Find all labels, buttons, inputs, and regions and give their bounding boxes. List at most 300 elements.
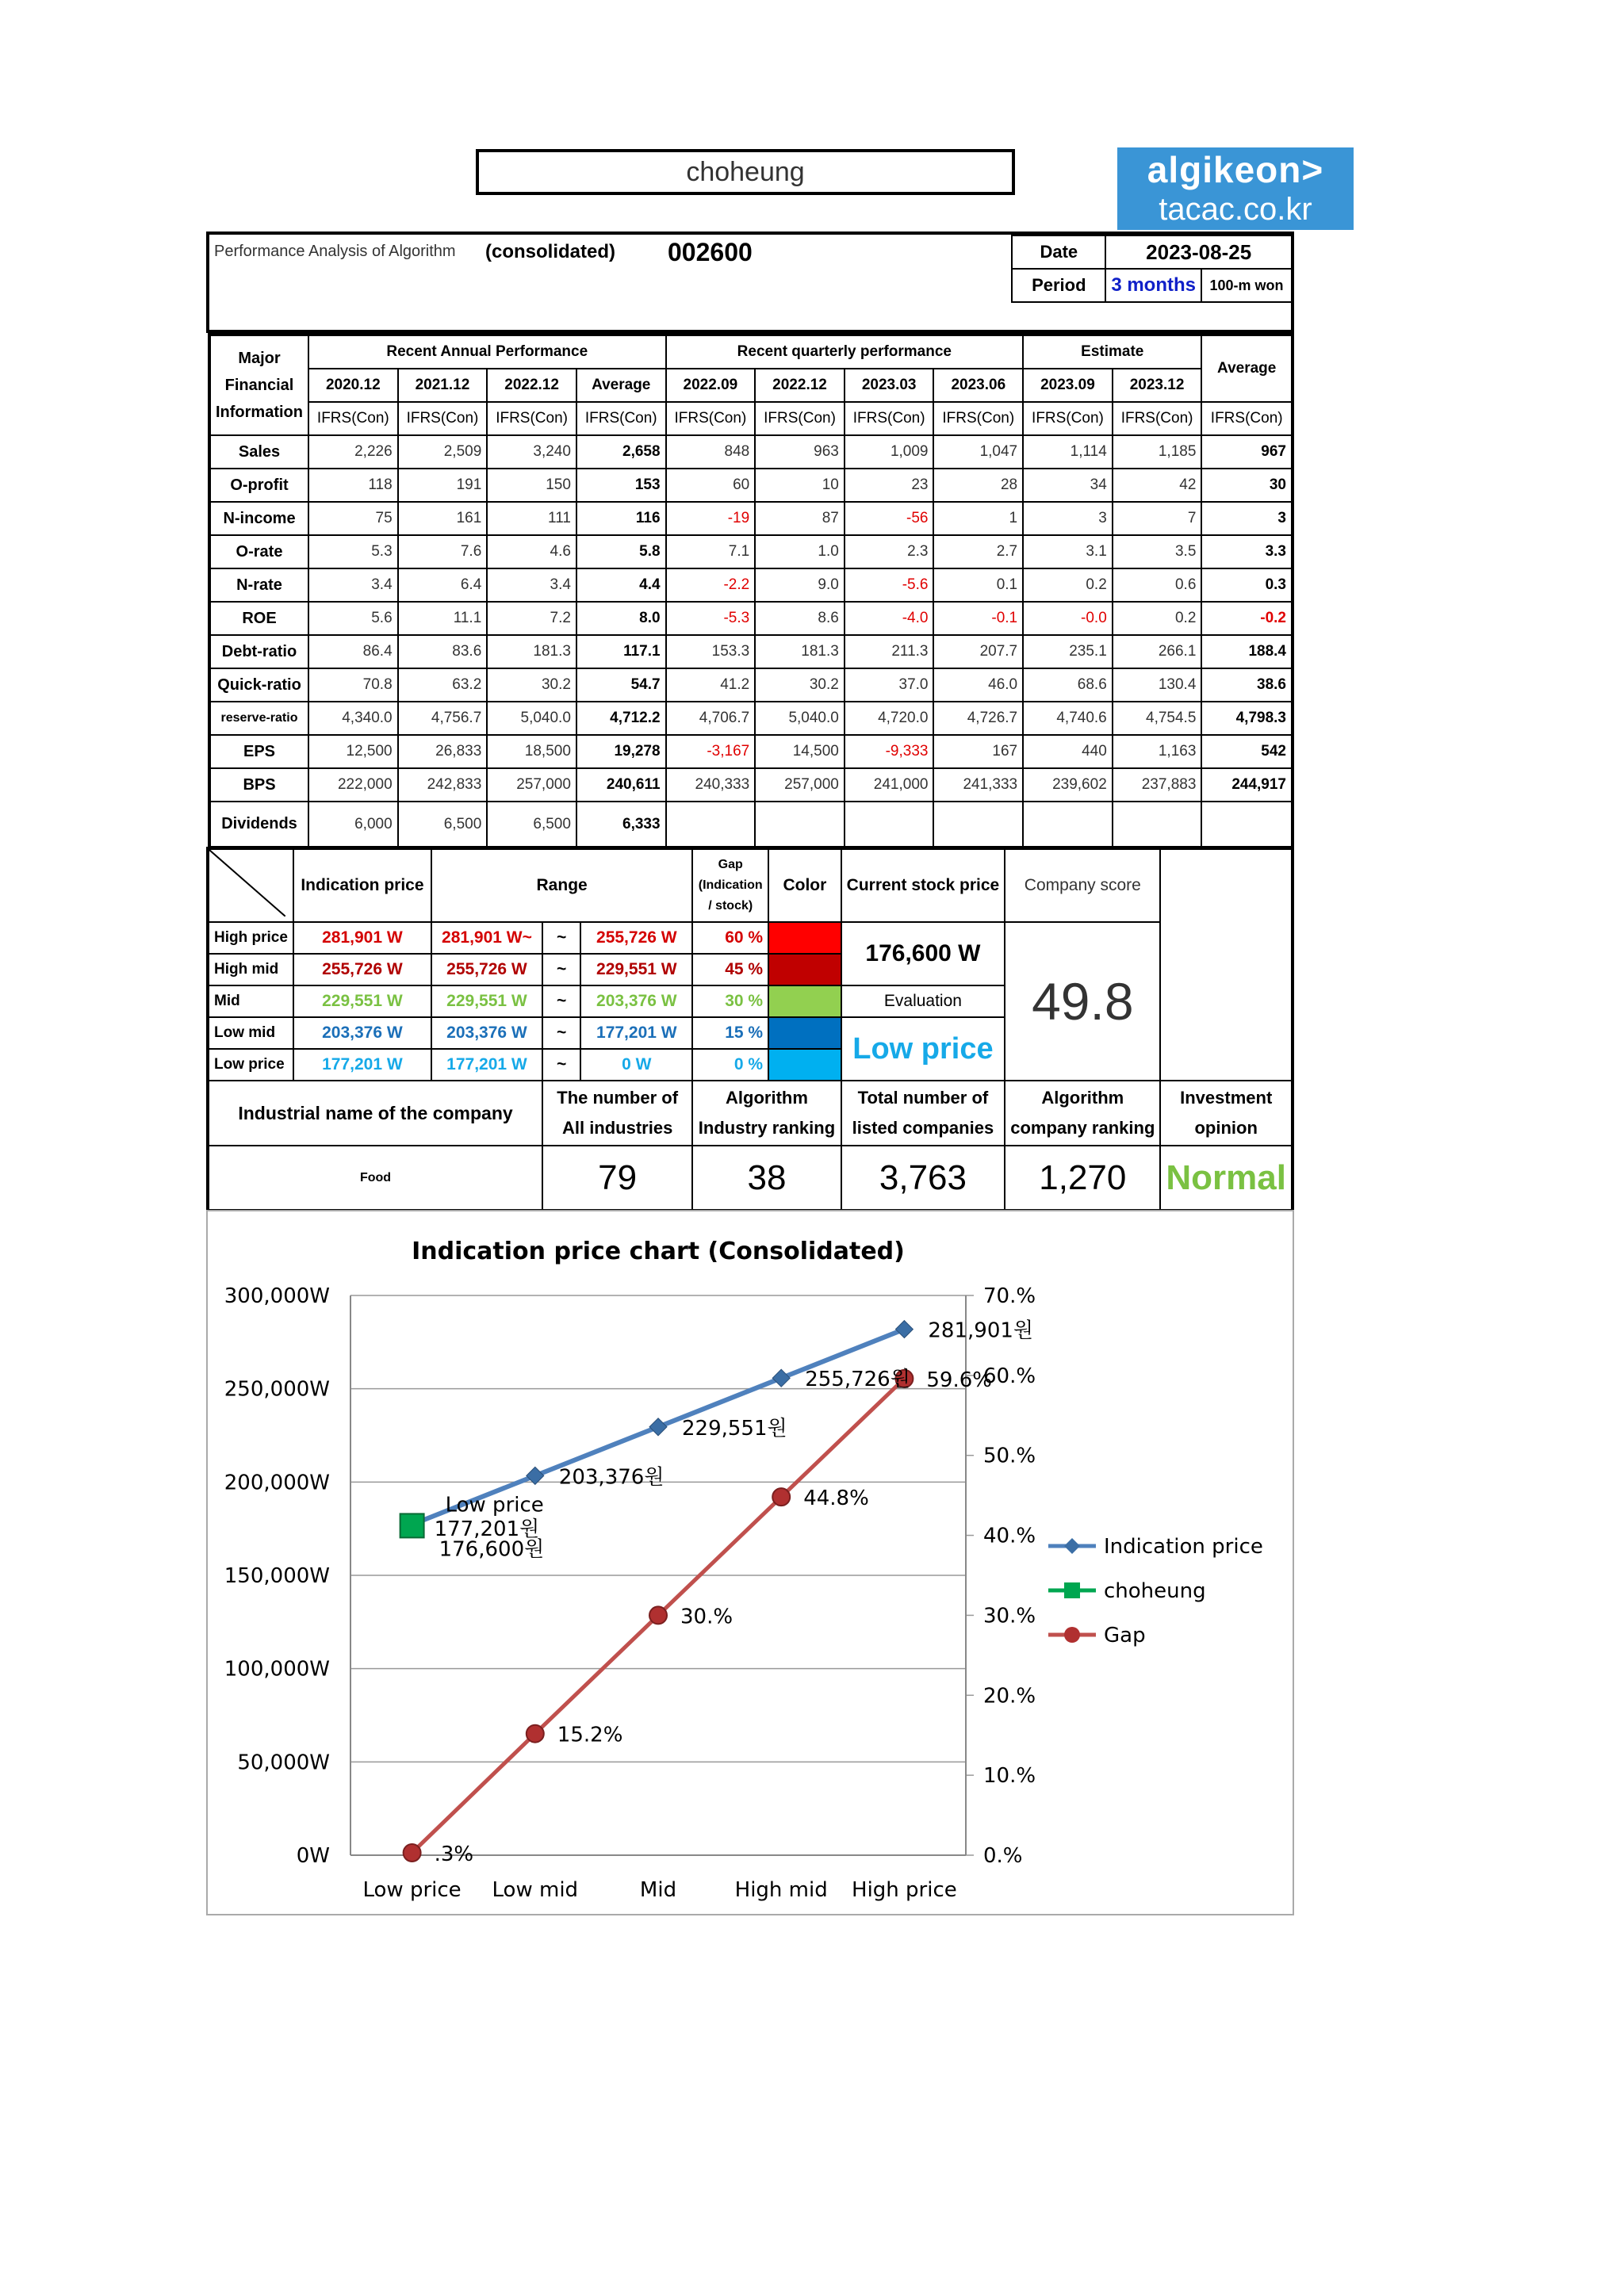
range-from: 177,201 W <box>431 1049 542 1081</box>
report-header <box>206 232 1294 333</box>
table-cell: -9,333 <box>845 735 934 768</box>
evaluation-label: Evaluation <box>841 985 1005 1017</box>
table-row <box>209 735 1293 768</box>
annual-group-header: Recent Annual Performance <box>308 335 666 369</box>
table-cell: 0.2 <box>1023 568 1113 602</box>
range-to: 0 W <box>580 1049 692 1081</box>
period-header: 2021.12 <box>398 369 488 402</box>
range-tilde: ~ <box>542 1049 580 1081</box>
left-tick-label: 150,000W <box>224 1564 330 1588</box>
table-cell: 5.3 <box>308 535 398 568</box>
table-cell: 19,278 <box>576 735 666 768</box>
left-tick-label: 200,000W <box>224 1471 330 1495</box>
period-label: Period <box>1012 269 1105 302</box>
average-group-header: Average <box>1201 335 1293 402</box>
left-tick-label: 250,000W <box>224 1377 330 1402</box>
table-cell: -5.3 <box>666 602 756 635</box>
table-cell: 70.8 <box>308 668 398 702</box>
table-cell: 1,047 <box>933 435 1023 469</box>
date-period-table <box>1011 235 1291 303</box>
company-marker-label: Low price <box>445 1493 544 1517</box>
period-header: Average <box>576 369 666 402</box>
table-cell: 241,000 <box>845 768 934 802</box>
table-cell <box>845 802 934 848</box>
range-tilde: ~ <box>542 954 580 985</box>
indication-data-label: 281,901원 <box>928 1318 1034 1343</box>
table-cell: 34 <box>1023 469 1113 502</box>
table-cell: 68.6 <box>1023 668 1113 702</box>
gap-value: 15 % <box>692 1017 768 1049</box>
table-cell: 257,000 <box>487 768 576 802</box>
basis-header: IFRS(Con) <box>1023 402 1113 435</box>
indication-data-label: 229,551원 <box>682 1416 787 1441</box>
row-label: O-rate <box>209 535 308 568</box>
table-cell: 2,658 <box>576 435 666 469</box>
indication-value: 203,376 W <box>293 1017 431 1049</box>
financial-table <box>208 333 1294 849</box>
industry-ranking: 38 <box>692 1146 841 1211</box>
legend-marker <box>1064 1582 1080 1598</box>
current-stock-price: 176,600 W <box>841 922 1005 985</box>
table-cell: 1,114 <box>1023 435 1113 469</box>
table-cell: 0.3 <box>1201 568 1293 602</box>
table-cell: 239,602 <box>1023 768 1113 802</box>
table-cell: 23 <box>845 469 934 502</box>
table-cell: 4,712.2 <box>576 702 666 735</box>
row-label: Debt-ratio <box>209 635 308 668</box>
table-row <box>209 469 1293 502</box>
period-header: 2023.06 <box>933 369 1023 402</box>
industry-ranking-header: Algorithm Industry ranking <box>692 1081 841 1146</box>
table-cell: 118 <box>308 469 398 502</box>
table-cell: 440 <box>1023 735 1113 768</box>
range-to: 203,376 W <box>580 985 692 1017</box>
price-level-label: Low mid <box>208 1017 293 1049</box>
table-cell: 222,000 <box>308 768 398 802</box>
diagonal-line <box>209 850 285 916</box>
table-cell: 240,333 <box>666 768 756 802</box>
x-tick-label: Mid <box>639 1878 677 1902</box>
table-cell <box>755 802 845 848</box>
table-cell: 3 <box>1023 502 1113 535</box>
table-cell: 241,333 <box>933 768 1023 802</box>
left-tick-label: 100,000W <box>224 1657 330 1682</box>
legend-marker <box>1064 1627 1080 1643</box>
range-to: 177,201 W <box>580 1017 692 1049</box>
industrial-name-header: Industrial name of the company <box>208 1081 542 1146</box>
table-cell: 4,720.0 <box>845 702 934 735</box>
table-row <box>209 702 1293 735</box>
indication-price-chart <box>206 1210 1294 1915</box>
table-cell: 266.1 <box>1113 635 1202 668</box>
table-cell: 161 <box>398 502 488 535</box>
table-row <box>209 768 1293 802</box>
company-price-marker <box>400 1513 424 1537</box>
table-cell: 5,040.0 <box>487 702 576 735</box>
table-cell: 83.6 <box>398 635 488 668</box>
algorithm-label: Performance Analysis of Algorithm <box>214 243 456 260</box>
x-tick-label: High price <box>852 1878 957 1902</box>
price-level-label: Low price <box>208 1049 293 1081</box>
indication-data-label: 203,376원 <box>558 1465 665 1490</box>
corner-cell <box>208 848 293 922</box>
table-cell: -2.2 <box>666 568 756 602</box>
table-cell: 46.0 <box>933 668 1023 702</box>
company-title: choheung <box>686 156 805 187</box>
color-swatch <box>768 954 841 985</box>
indication-data-label: 177,201원 <box>434 1517 540 1541</box>
brand-logo[interactable] <box>1117 147 1354 230</box>
right-tick-label: 50.% <box>983 1444 1036 1468</box>
table-cell: 4,754.5 <box>1113 702 1202 735</box>
indication-value: 177,201 W <box>293 1049 431 1081</box>
color-swatch <box>768 1017 841 1049</box>
left-tick-label: 300,000W <box>224 1284 330 1308</box>
indication-value: 255,726 W <box>293 954 431 985</box>
chart-title: Indication price chart (Consolidated) <box>412 1238 905 1265</box>
row-label: BPS <box>209 768 308 802</box>
gap-value: 60 % <box>692 922 768 954</box>
company-score-header: Company score <box>1005 848 1160 922</box>
row-label: EPS <box>209 735 308 768</box>
table-cell: 240,611 <box>576 768 666 802</box>
table-cell: -0.1 <box>933 602 1023 635</box>
range-to: 255,726 W <box>580 922 692 954</box>
table-row <box>209 502 1293 535</box>
quarterly-group-header: Recent quarterly performance <box>666 335 1024 369</box>
table-cell: 1,185 <box>1113 435 1202 469</box>
gap-point <box>527 1725 544 1743</box>
row-label: Quick-ratio <box>209 668 308 702</box>
table-cell: 4,740.6 <box>1023 702 1113 735</box>
table-cell: 1.0 <box>755 535 845 568</box>
table-cell: -5.6 <box>845 568 934 602</box>
gap-point <box>404 1844 421 1862</box>
legend-label: Gap <box>1104 1624 1146 1647</box>
table-cell: 63.2 <box>398 668 488 702</box>
indication-value: 229,551 W <box>293 985 431 1017</box>
listed-companies-header: Total number of listed companies <box>841 1081 1005 1146</box>
table-cell: 167 <box>933 735 1023 768</box>
table-cell: 848 <box>666 435 756 469</box>
stock-code: 002600 <box>668 238 753 266</box>
report-date: 2023-08-25 <box>1105 235 1291 269</box>
table-cell: 3.4 <box>487 568 576 602</box>
industry-name: Food <box>208 1146 542 1211</box>
range-tilde: ~ <box>542 1017 580 1049</box>
table-cell: 41.2 <box>666 668 756 702</box>
right-tick-label: 10.% <box>983 1764 1036 1789</box>
period-header: 2022.12 <box>487 369 576 402</box>
table-cell: 130.4 <box>1113 668 1202 702</box>
right-tick-label: 0.% <box>983 1844 1023 1868</box>
table-cell: 28 <box>933 469 1023 502</box>
period-header: 2023.09 <box>1023 369 1113 402</box>
company-price-label: 176,600원 <box>439 1537 545 1562</box>
table-cell: 9.0 <box>755 568 845 602</box>
table-row <box>209 668 1293 702</box>
table-cell: 257,000 <box>755 768 845 802</box>
table-cell: 5.6 <box>308 602 398 635</box>
color-swatch <box>768 985 841 1017</box>
logo-site: tacac.co.kr <box>1159 192 1312 227</box>
color-swatch <box>768 922 841 954</box>
gap-data-label: 44.8% <box>803 1487 869 1511</box>
basis-header: IFRS(Con) <box>933 402 1023 435</box>
table-row <box>209 635 1293 668</box>
table-cell: 542 <box>1201 735 1293 768</box>
table-cell: 2,509 <box>398 435 488 469</box>
table-cell: 207.7 <box>933 635 1023 668</box>
right-tick-label: 20.% <box>983 1684 1036 1709</box>
table-cell: 14,500 <box>755 735 845 768</box>
table-cell: 6,000 <box>308 802 398 848</box>
table-cell: 963 <box>755 435 845 469</box>
table-cell: 3.1 <box>1023 535 1113 568</box>
period-header: 2022.09 <box>666 369 756 402</box>
range-from: 203,376 W <box>431 1017 542 1049</box>
table-cell: 7 <box>1113 502 1202 535</box>
table-cell: 3.4 <box>308 568 398 602</box>
gap-point <box>649 1606 667 1624</box>
left-tick-label: 50,000W <box>237 1751 330 1775</box>
table-cell: 181.3 <box>487 635 576 668</box>
table-cell: 4,756.7 <box>398 702 488 735</box>
gap-point <box>772 1488 790 1506</box>
x-tick-label: Low mid <box>492 1878 579 1902</box>
table-cell: 42 <box>1113 469 1202 502</box>
table-cell: 1,009 <box>845 435 934 469</box>
table-cell: 237,883 <box>1113 768 1202 802</box>
indication-header: Indication price <box>293 848 431 922</box>
table-cell: -4.0 <box>845 602 934 635</box>
row-label: N-income <box>209 502 308 535</box>
price-level-label: High mid <box>208 954 293 985</box>
range-from: 229,551 W <box>431 985 542 1017</box>
company-ranking: 1,270 <box>1005 1146 1160 1211</box>
table-cell: 4.4 <box>576 568 666 602</box>
table-cell: 153.3 <box>666 635 756 668</box>
table-cell: 235.1 <box>1023 635 1113 668</box>
price-row <box>208 922 1293 954</box>
gap-data-label: .3% <box>434 1842 474 1866</box>
table-cell: -56 <box>845 502 934 535</box>
row-label: Sales <box>209 435 308 469</box>
company-ranking-header: Algorithm company ranking <box>1005 1081 1160 1146</box>
listed-companies-count: 3,763 <box>841 1146 1005 1211</box>
evaluation-value: Low price <box>841 1017 1005 1081</box>
basis-header: IFRS(Con) <box>666 402 756 435</box>
table-cell: 8.6 <box>755 602 845 635</box>
color-header: Color <box>768 848 841 922</box>
right-tick-label: 40.% <box>983 1524 1036 1548</box>
period-header: 2023.03 <box>845 369 934 402</box>
gap-data-label: 59.6% <box>926 1368 993 1392</box>
table-cell: 18,500 <box>487 735 576 768</box>
table-cell: 4.6 <box>487 535 576 568</box>
table-cell: 244,917 <box>1201 768 1293 802</box>
table-cell: 2,226 <box>308 435 398 469</box>
company-score: 49.8 <box>1005 922 1160 1081</box>
legend-label: Indication price <box>1104 1535 1263 1559</box>
investment-opinion-header: Investment opinion <box>1160 1081 1293 1146</box>
table-cell: 211.3 <box>845 635 934 668</box>
table-cell: 30 <box>1201 469 1293 502</box>
table-cell: 6,500 <box>398 802 488 848</box>
table-cell: 6,333 <box>576 802 666 848</box>
table-cell: 37.0 <box>845 668 934 702</box>
period-value: 3 months <box>1105 269 1201 302</box>
table-cell: 0.1 <box>933 568 1023 602</box>
right-tick-label: 30.% <box>983 1604 1036 1628</box>
period-header: 2023.12 <box>1113 369 1202 402</box>
table-cell: -19 <box>666 502 756 535</box>
gap-header: Gap (Indication / stock) <box>692 848 768 922</box>
basis-header: IFRS(Con) <box>845 402 934 435</box>
period-header: 2020.12 <box>308 369 398 402</box>
table-cell: 8.0 <box>576 602 666 635</box>
right-tick-label: 60.% <box>983 1364 1036 1388</box>
table-cell: 4,798.3 <box>1201 702 1293 735</box>
date-label: Date <box>1012 235 1105 269</box>
basis-header: IFRS(Con) <box>755 402 845 435</box>
table-cell: 0.2 <box>1113 602 1202 635</box>
table-cell: 38.6 <box>1201 668 1293 702</box>
table-cell <box>1201 802 1293 848</box>
range-from: 255,726 W <box>431 954 542 985</box>
table-cell <box>1023 802 1113 848</box>
row-label: ROE <box>209 602 308 635</box>
gap-data-label: 30.% <box>680 1605 733 1629</box>
chart-svg <box>208 1211 1293 1914</box>
current-price-header: Current stock price <box>841 848 1005 922</box>
price-level-label: Mid <box>208 985 293 1017</box>
basis-header: IFRS(Con) <box>487 402 576 435</box>
left-tick-label: 0W <box>296 1844 330 1868</box>
x-tick-label: Low price <box>362 1878 462 1902</box>
table-row <box>209 802 1293 848</box>
table-cell: 4,706.7 <box>666 702 756 735</box>
color-swatch <box>768 1049 841 1081</box>
table-cell: -3,167 <box>666 735 756 768</box>
table-cell: 30.2 <box>487 668 576 702</box>
table-row <box>209 535 1293 568</box>
table-cell: 1,163 <box>1113 735 1202 768</box>
table-cell: 54.7 <box>576 668 666 702</box>
range-header: Range <box>431 848 692 922</box>
basis-header: IFRS(Con) <box>576 402 666 435</box>
table-cell: 75 <box>308 502 398 535</box>
table-cell: 116 <box>576 502 666 535</box>
legend-marker <box>1064 1538 1080 1554</box>
table-cell: 30.2 <box>755 668 845 702</box>
logo-name: algikeon> <box>1147 149 1324 190</box>
major-financial-header: Major Financial Information <box>209 335 308 435</box>
table-cell: 6,500 <box>487 802 576 848</box>
table-cell: 7.2 <box>487 602 576 635</box>
indication-value: 281,901 W <box>293 922 431 954</box>
table-cell: 1 <box>933 502 1023 535</box>
investment-opinion: Normal <box>1160 1146 1293 1211</box>
table-cell <box>666 802 756 848</box>
row-label: N-rate <box>209 568 308 602</box>
table-cell: 181.3 <box>755 635 845 668</box>
table-cell: 188.4 <box>1201 635 1293 668</box>
range-tilde: ~ <box>542 985 580 1017</box>
table-cell: 12,500 <box>308 735 398 768</box>
table-cell <box>933 802 1023 848</box>
basis-header: IFRS(Con) <box>1201 402 1293 435</box>
row-label: reserve-ratio <box>209 702 308 735</box>
indication-point <box>895 1321 913 1338</box>
table-cell: 4,340.0 <box>308 702 398 735</box>
right-tick-label: 70.% <box>983 1284 1036 1308</box>
table-cell: 7.6 <box>398 535 488 568</box>
table-row <box>209 435 1293 469</box>
table-cell: 2.7 <box>933 535 1023 568</box>
estimate-group-header: Estimate <box>1023 335 1201 369</box>
table-cell: 117.1 <box>576 635 666 668</box>
table-cell: 4,726.7 <box>933 702 1023 735</box>
table-cell: 5,040.0 <box>755 702 845 735</box>
table-cell: 5.8 <box>576 535 666 568</box>
table-cell: 191 <box>398 469 488 502</box>
table-cell: 60 <box>666 469 756 502</box>
basis-header: IFRS(Con) <box>308 402 398 435</box>
gap-value: 30 % <box>692 985 768 1017</box>
consolidated-label: (consolidated) <box>485 241 616 262</box>
table-cell: 86.4 <box>308 635 398 668</box>
unit-label: 100-m won <box>1201 269 1291 302</box>
basis-header: IFRS(Con) <box>398 402 488 435</box>
table-cell: 87 <box>755 502 845 535</box>
table-cell <box>1113 802 1202 848</box>
table-cell: 6.4 <box>398 568 488 602</box>
period-header: 2022.12 <box>755 369 845 402</box>
table-cell: 153 <box>576 469 666 502</box>
table-cell: 967 <box>1201 435 1293 469</box>
gap-value: 0 % <box>692 1049 768 1081</box>
table-cell: -0.0 <box>1023 602 1113 635</box>
table-row <box>209 568 1293 602</box>
table-cell: 2.3 <box>845 535 934 568</box>
basis-header: IFRS(Con) <box>1113 402 1202 435</box>
table-cell: 10 <box>755 469 845 502</box>
gap-data-label: 15.2% <box>557 1723 623 1747</box>
table-cell: 3 <box>1201 502 1293 535</box>
table-cell: 11.1 <box>398 602 488 635</box>
all-industries-count: 79 <box>542 1146 692 1211</box>
table-cell: -0.2 <box>1201 602 1293 635</box>
table-cell: 111 <box>487 502 576 535</box>
table-row <box>209 602 1293 635</box>
indication-point <box>649 1418 667 1436</box>
indication-price-table <box>206 847 1294 1212</box>
table-cell: 3.3 <box>1201 535 1293 568</box>
table-cell: 7.1 <box>666 535 756 568</box>
range-to: 229,551 W <box>580 954 692 985</box>
row-label: Dividends <box>209 802 308 848</box>
row-label: O-profit <box>209 469 308 502</box>
company-title-box <box>476 149 1015 195</box>
table-cell: 26,833 <box>398 735 488 768</box>
x-tick-label: High mid <box>734 1878 828 1902</box>
table-cell: 3,240 <box>487 435 576 469</box>
range-tilde: ~ <box>542 922 580 954</box>
table-cell: 150 <box>487 469 576 502</box>
table-cell: 0.6 <box>1113 568 1202 602</box>
gap-value: 45 % <box>692 954 768 985</box>
